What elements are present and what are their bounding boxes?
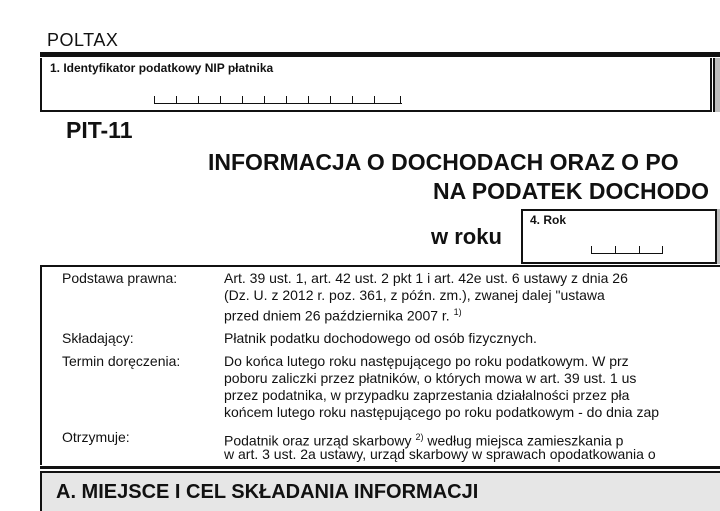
form-title-line2: NA PODATEK DOCHODO — [433, 178, 709, 204]
podstawa-line2: (Dz. U. z 2012 r. poz. 361, z późn. zm.), zwanej dalej "ustawa — [224, 287, 605, 303]
year-field-label: 4. Rok — [530, 213, 567, 227]
skladajacy-label: Składający: — [62, 330, 134, 346]
form-code: PIT-11 — [66, 117, 133, 143]
section-a-header — [40, 471, 720, 511]
podstawa-line1: Art. 39 ust. 1, art. 42 ust. 2 pkt 1 i art. 42e ust. 6 ustawy z dnia 26 — [224, 270, 628, 286]
podstawa-line3-wrap — [224, 304, 462, 324]
termin-line4: końcem lutego roku następującego po roku podatkowym - do dnia zap — [224, 404, 660, 420]
year-field[interactable] — [521, 209, 717, 264]
legal-info-box — [40, 265, 720, 465]
nip-digit-ticks — [154, 95, 402, 104]
shaded-box — [713, 58, 720, 112]
nip-field-label: 1. Identyfikator podatkowy NIP płatnika — [50, 61, 274, 75]
termin-line1: Do końca lutego roku następującego po roku podatkowym. W prz — [224, 353, 629, 369]
skladajacy-text: Płatnik podatku dochodowego od osób fizycznych. — [224, 330, 537, 346]
year-digit-ticks — [591, 245, 663, 254]
termin-label: Termin doręczenia: — [62, 353, 181, 369]
podstawa-line3: przed dniem 26 października 2007 r. — [224, 307, 450, 324]
form-title-line1: INFORMACJA O DOCHODACH ORAZ O PO — [208, 149, 679, 175]
otrzymuje-line2: w art. 3 ust. 2a ustawy, urząd skarbowy w sprawach opodatkowania o — [224, 446, 656, 462]
top-rule — [40, 52, 720, 57]
section-a-title: A. MIEJSCE I CEL SKŁADANIA INFORMACJI — [56, 481, 479, 503]
section-separator — [40, 466, 720, 469]
podstawa-label: Podstawa prawna: — [62, 270, 178, 286]
footnote-2: 2) — [415, 432, 424, 442]
termin-line3: przez podatnika, w przypadku zaprzestania działalności przez pła — [224, 387, 630, 403]
year-prefix: w roku — [431, 224, 502, 249]
footnote-1: 1) — [453, 307, 462, 317]
brand-label: POLTAX — [47, 30, 119, 50]
termin-line2: poboru zaliczki przez płatników, o których mowa w art. 39 ust. 1 us — [224, 370, 637, 386]
otrzymuje-label: Otrzymuje: — [62, 429, 130, 445]
otrzymuje-line1a: Podatnik oraz urząd skarbowy — [224, 432, 412, 449]
otrzymuje-line1b: według miejsca zamieszkania p — [427, 432, 624, 449]
nip-field[interactable] — [40, 58, 712, 112]
